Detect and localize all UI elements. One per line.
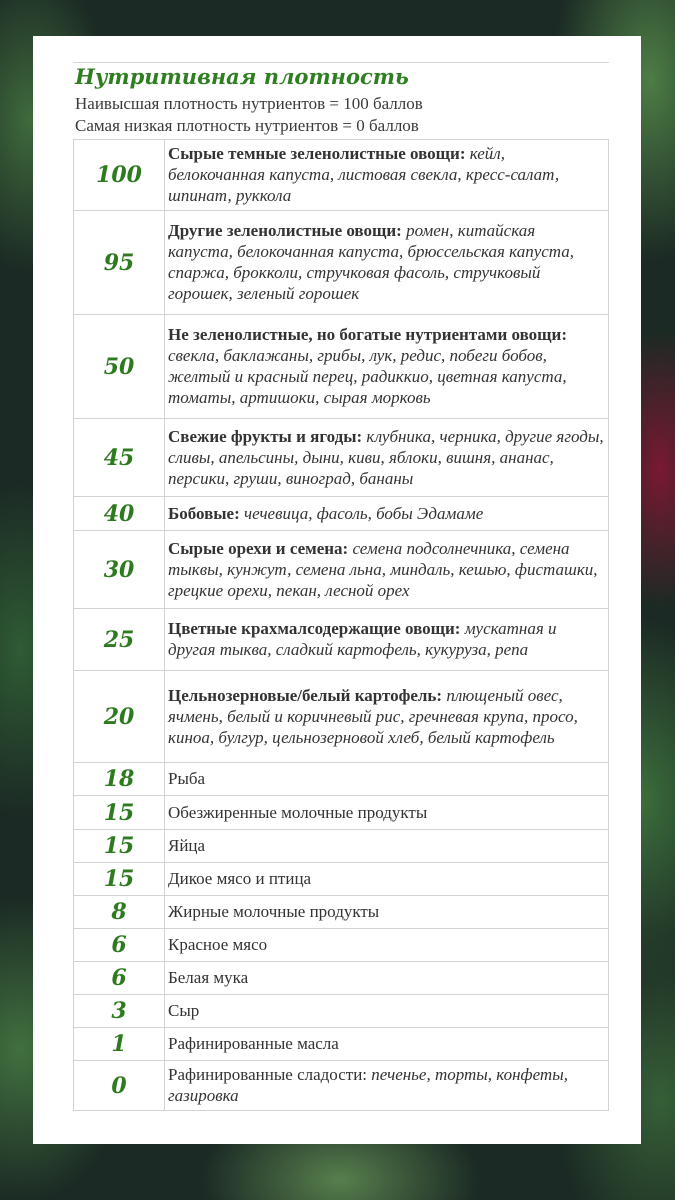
card-content xyxy=(73,62,609,1111)
food-examples: семена подсолнечника, семена тыквы, кунжут, семена льна, миндаль, кешью, фисташки, грецкие орехи, пекан, лесной орех xyxy=(168,538,598,600)
food-group-cell xyxy=(165,863,609,896)
food-examples: клубника, черника, другие ягоды, сливы, апельсины, дыни, киви, яблоки, вишня, ананас, персики, груши, виноград, бананы xyxy=(168,426,604,488)
nutrient-density-table xyxy=(73,139,609,1111)
score-cell: 15 xyxy=(74,830,165,863)
score-cell: 1 xyxy=(74,1028,165,1061)
score-cell: 3 xyxy=(74,995,165,1028)
food-label: Сыр xyxy=(168,1001,200,1020)
table-row xyxy=(74,419,609,497)
table-row xyxy=(74,896,609,929)
score-cell: 45 xyxy=(74,419,165,497)
food-examples: кейл, белокочанная капуста, листовая свекла, кресс-салат, шпинат, руккола xyxy=(168,144,560,205)
food-group-cell xyxy=(165,995,609,1028)
score-cell: 20 xyxy=(74,671,165,763)
category-label: Другие зеленолистные овощи: xyxy=(168,221,402,240)
table-row xyxy=(74,315,609,419)
food-label: Рафинированные сладости: xyxy=(168,1065,368,1084)
table-row xyxy=(74,1028,609,1061)
food-label: Обезжиренные молочные продукты xyxy=(168,802,428,822)
table-row xyxy=(74,671,609,763)
food-label: Рыба xyxy=(168,769,206,788)
food-group-cell xyxy=(165,315,609,419)
table-row xyxy=(74,531,609,609)
food-examples: чечевица, фасоль, бобы Эдамаме xyxy=(244,503,484,523)
food-examples: ромен, китайская капуста, белокочанная капуста, брюссельская капуста, спаржа, брокколи, стручковая фасоль, стручковый горошек, зеленый горошек xyxy=(168,221,575,303)
score-cell: 95 xyxy=(74,211,165,315)
page-title: Нутритивная плотность xyxy=(73,62,609,93)
food-group-cell xyxy=(165,1061,609,1111)
food-examples: мускатная и другая тыква, сладкий картофель, кукуруза, репа xyxy=(168,619,557,659)
food-label: Белая мука xyxy=(168,968,249,987)
food-examples: печенье, торты, конфеты, газировка xyxy=(168,1065,568,1105)
food-group-cell xyxy=(165,962,609,995)
table-row xyxy=(74,1061,609,1111)
food-group-cell xyxy=(165,419,609,497)
score-cell: 40 xyxy=(74,497,165,531)
category-label: Сырые орехи и семена: xyxy=(168,538,349,558)
food-group-cell xyxy=(165,497,609,531)
score-cell: 0 xyxy=(74,1061,165,1111)
subtitle-lowest: Самая низкая плотность нутриентов = 0 баллов xyxy=(75,116,419,135)
table-row xyxy=(74,929,609,962)
score-cell: 30 xyxy=(74,531,165,609)
food-label: Жирные молочные продукты xyxy=(168,902,380,921)
table-row xyxy=(74,863,609,896)
food-group-cell xyxy=(165,671,609,763)
score-cell: 6 xyxy=(74,962,165,995)
food-group-cell xyxy=(165,531,609,609)
score-cell: 25 xyxy=(74,609,165,671)
nutrient-density-card xyxy=(33,36,641,1144)
food-examples: плющеный овес, ячмень, белый и коричневый рис, гречневая крупа, просо, киноа, булгур, цельнозерновой хлеб, белый картофель xyxy=(168,685,578,747)
table-row xyxy=(74,140,609,211)
subtitle-highest: Наивысшая плотность нутриентов = 100 баллов xyxy=(75,94,423,113)
table-row xyxy=(74,995,609,1028)
score-cell: 8 xyxy=(74,896,165,929)
score-cell: 15 xyxy=(74,863,165,896)
category-label: Свежие фрукты и ягоды: xyxy=(168,426,363,446)
food-label: Дикое мясо и птица xyxy=(168,869,312,888)
table-row xyxy=(74,830,609,863)
table-row xyxy=(74,497,609,531)
score-cell: 15 xyxy=(74,796,165,830)
table-row xyxy=(74,211,609,315)
food-group-cell xyxy=(165,140,609,211)
category-label: Не зеленолистные, но богатые нутриентами овощи: xyxy=(168,325,567,344)
food-group-cell xyxy=(165,896,609,929)
category-label: Цветные крахмалсодержащие овощи: xyxy=(168,619,461,638)
score-cell: 6 xyxy=(74,929,165,962)
table-row xyxy=(74,609,609,671)
food-group-cell xyxy=(165,1028,609,1061)
category-label: Бобовые: xyxy=(168,503,240,523)
food-examples: свекла, баклажаны, грибы, лук, редис, побеги бобов, желтый и красный перец, радиккио, цветная капуста, томаты, артишоки, сырая морковь xyxy=(168,346,567,407)
food-label: Яйца xyxy=(168,836,206,855)
table-row xyxy=(74,796,609,830)
category-label: Цельнозерновые/белый картофель: xyxy=(168,685,443,705)
table-row xyxy=(74,763,609,796)
table-row xyxy=(74,962,609,995)
food-group-cell xyxy=(165,830,609,863)
food-group-cell xyxy=(165,796,609,830)
category-label: Сырые темные зеленолистные овощи: xyxy=(168,144,466,163)
score-cell: 18 xyxy=(74,763,165,796)
food-label: Красное мясо xyxy=(168,935,268,954)
food-group-cell xyxy=(165,929,609,962)
score-cell: 50 xyxy=(74,315,165,419)
food-group-cell xyxy=(165,763,609,796)
food-group-cell xyxy=(165,211,609,315)
score-cell: 100 xyxy=(74,140,165,211)
food-label: Рафинированные масла xyxy=(168,1034,339,1053)
food-group-cell xyxy=(165,609,609,671)
